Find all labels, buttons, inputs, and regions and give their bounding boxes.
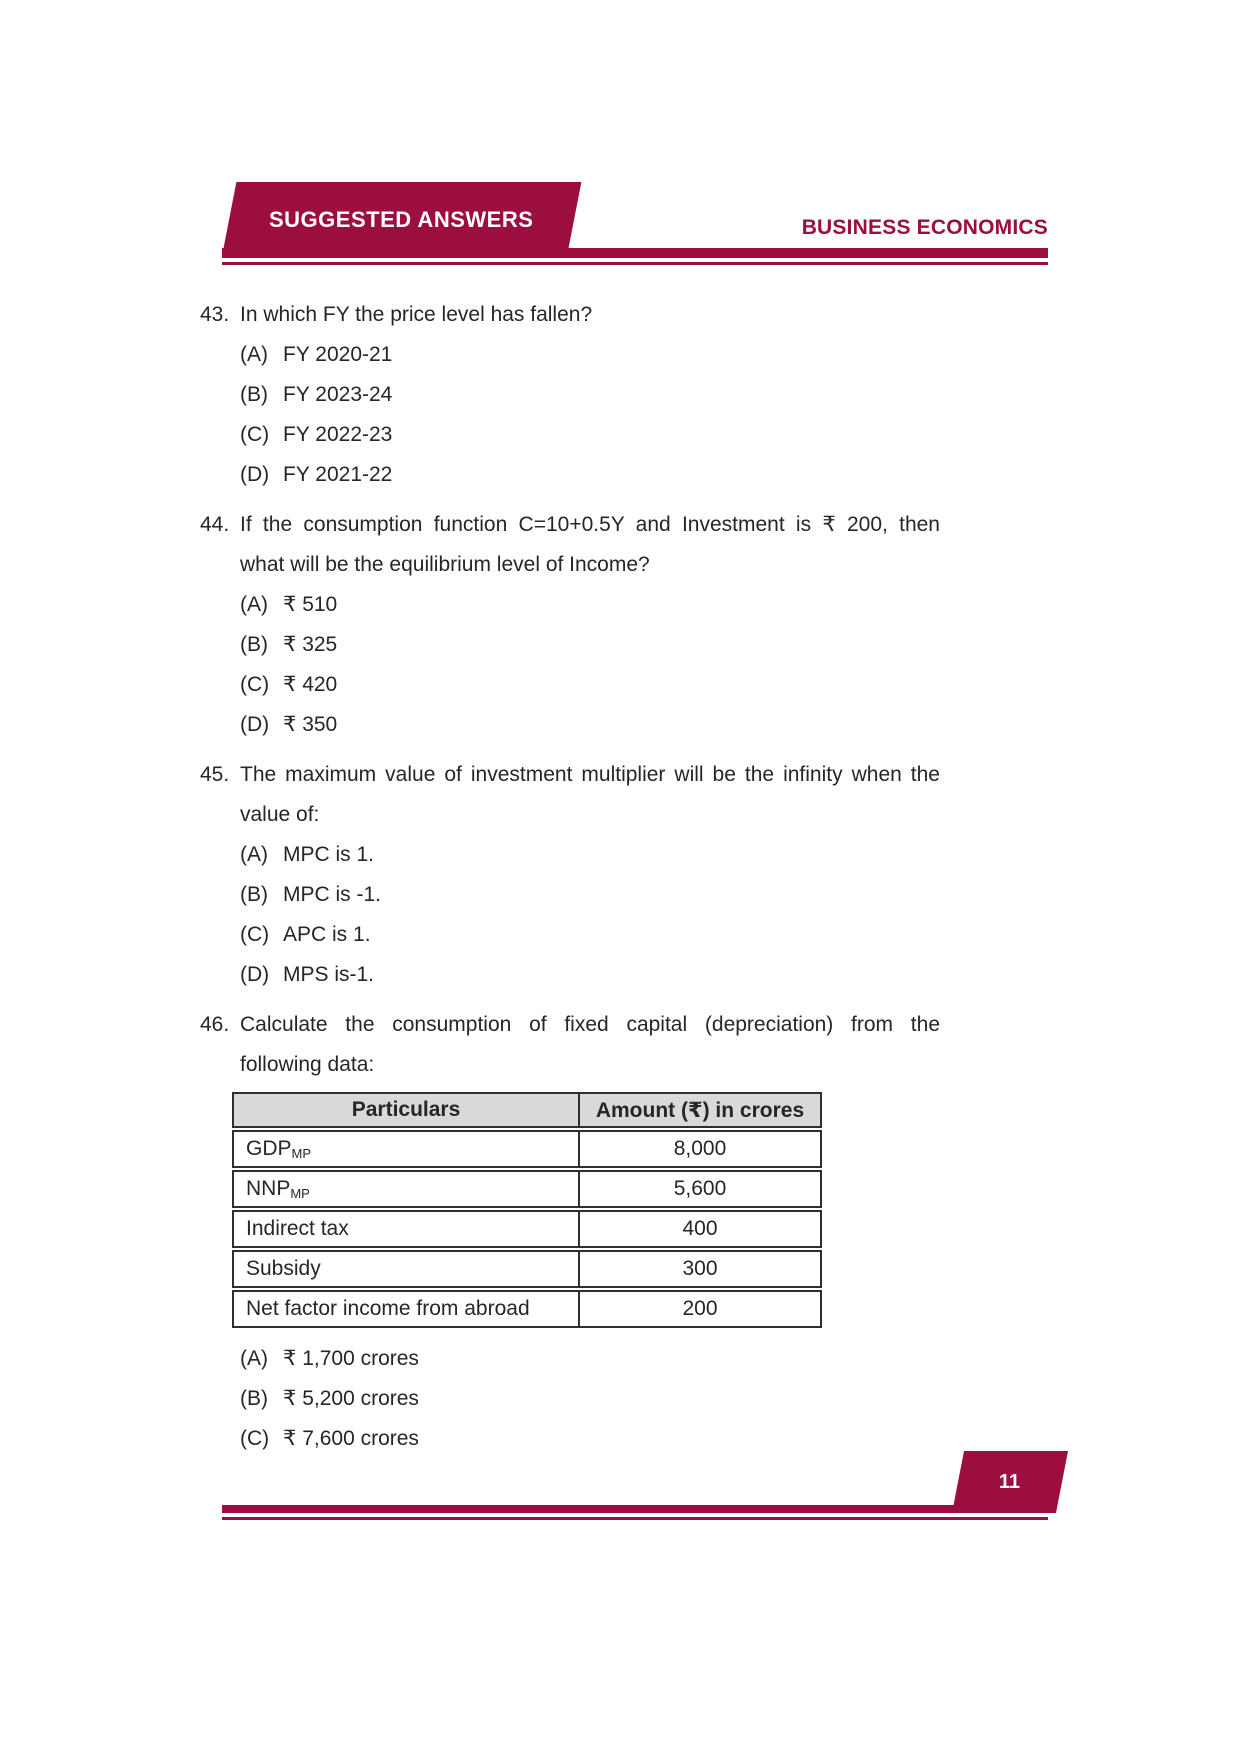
suggested-answers-banner	[222, 182, 582, 258]
table-row	[232, 1290, 822, 1328]
table-row	[232, 1130, 822, 1168]
question-44	[200, 510, 940, 740]
option-label: (A)	[240, 1347, 268, 1370]
question-stem: In which FY the price level has fallen?	[240, 303, 593, 326]
option-row	[240, 630, 940, 660]
row-label-subscript: MP	[291, 1146, 312, 1161]
row-value: 8,000	[580, 1130, 822, 1168]
question-stem: The maximum value of investment multiplier will be the infinity when the	[240, 763, 940, 786]
row-label-subscript: MP	[290, 1186, 310, 1201]
option-label: (C)	[240, 423, 270, 446]
option-label: (A)	[240, 593, 268, 616]
question-45	[200, 760, 940, 990]
row-value: 200	[580, 1290, 822, 1328]
option-label: (C)	[240, 923, 270, 946]
option-text: ₹ 5,200 crores	[283, 1387, 419, 1410]
option-text: ₹ 350	[283, 713, 338, 736]
options-list	[240, 1344, 940, 1454]
question-number: 44.	[200, 513, 230, 536]
option-text: FY 2023-24	[283, 383, 393, 406]
table-header-particulars: Particulars	[232, 1092, 580, 1128]
option-label: (D)	[240, 713, 270, 736]
question-number: 43.	[200, 303, 230, 326]
table-row	[232, 1250, 822, 1288]
table-row	[232, 1210, 822, 1248]
table-header-amount: Amount (₹) in crores	[580, 1092, 822, 1128]
subject-title: BUSINESS ECONOMICS	[801, 216, 1048, 239]
row-label: NNP	[246, 1177, 291, 1200]
table-header-row	[232, 1092, 822, 1128]
option-row	[240, 1384, 940, 1414]
header-thin-rule	[222, 262, 1048, 265]
row-label: Net factor income from abroad	[246, 1297, 530, 1320]
option-label: (C)	[240, 673, 270, 696]
question-stem: If the consumption function C=10+0.5Y and Investment is ₹ 200, then	[240, 513, 940, 536]
option-text: ₹ 510	[283, 593, 338, 616]
page-number: 11	[999, 1470, 1021, 1493]
option-row	[240, 420, 940, 450]
data-table	[232, 1092, 822, 1328]
option-row	[240, 880, 940, 910]
question-stem: Calculate the consumption of fixed capital (depreciation) from the	[240, 1013, 940, 1036]
option-text: ₹ 7,600 crores	[283, 1427, 419, 1450]
option-row	[240, 1424, 940, 1454]
option-label: (B)	[240, 383, 268, 406]
row-label: Indirect tax	[246, 1217, 349, 1240]
option-text: ₹ 1,700 crores	[283, 1347, 419, 1370]
table-row	[232, 1170, 822, 1208]
option-label: (A)	[240, 343, 268, 366]
option-label: (B)	[240, 1387, 268, 1410]
option-row	[240, 460, 940, 490]
footer-thick-rule	[222, 1505, 1048, 1513]
footer-thin-rule	[222, 1517, 1048, 1520]
row-value: 5,600	[580, 1170, 822, 1208]
option-row	[240, 670, 940, 700]
question-number: 46.	[200, 1013, 230, 1036]
question-stem: what will be the equilibrium level of Income?	[240, 553, 650, 576]
row-value: 400	[580, 1210, 822, 1248]
option-row	[240, 920, 940, 950]
option-text: APC is 1.	[283, 923, 371, 946]
options-list	[240, 340, 940, 490]
option-text: FY 2020-21	[283, 343, 393, 366]
option-label: (C)	[240, 1427, 270, 1450]
option-label: (D)	[240, 463, 270, 486]
question-number: 45.	[200, 763, 230, 786]
option-text: FY 2022-23	[283, 423, 393, 446]
option-row	[240, 960, 940, 990]
option-row	[240, 340, 940, 370]
option-row	[240, 590, 940, 620]
option-text: MPC is -1.	[283, 883, 382, 906]
row-label: GDP	[246, 1137, 292, 1160]
row-label: Subsidy	[246, 1257, 321, 1280]
option-row	[240, 710, 940, 740]
option-text: FY 2021-22	[283, 463, 393, 486]
question-43	[200, 300, 940, 490]
question-stem: value of:	[240, 803, 320, 826]
banner-title: SUGGESTED ANSWERS	[269, 207, 534, 232]
option-row	[240, 1344, 940, 1374]
option-label: (A)	[240, 843, 268, 866]
option-text: ₹ 325	[283, 633, 338, 656]
options-list	[240, 840, 940, 990]
option-text: MPS is-1.	[283, 963, 375, 986]
page-number-tab	[952, 1451, 1068, 1513]
option-label: (B)	[240, 633, 268, 656]
option-text: MPC is 1.	[283, 843, 375, 866]
option-label: (B)	[240, 883, 268, 906]
questions-area	[200, 300, 940, 1474]
option-row	[240, 380, 940, 410]
option-text: ₹ 420	[283, 673, 338, 696]
question-stem: following data:	[240, 1053, 375, 1076]
row-value: 300	[580, 1250, 822, 1288]
options-list	[240, 590, 940, 740]
option-row	[240, 840, 940, 870]
option-label: (D)	[240, 963, 270, 986]
question-46	[200, 1010, 940, 1454]
